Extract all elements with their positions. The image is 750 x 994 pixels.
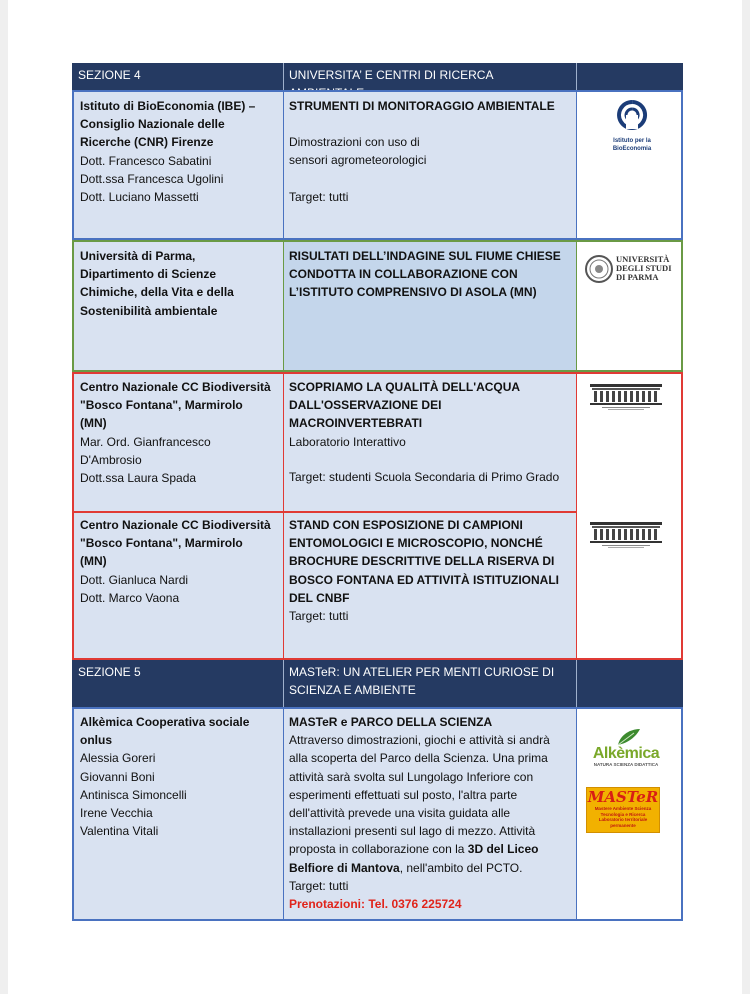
activity-target: Target: tutti xyxy=(289,878,349,893)
alkemica-logo: Alkèmica NATURA SCIENZA DIDATTICA xyxy=(590,727,662,771)
activity-title: STRUMENTI DI MONITORAGGIO AMBIENTALE xyxy=(289,99,555,113)
activity-cell xyxy=(283,513,576,628)
table-row xyxy=(72,90,683,240)
activity-cell xyxy=(283,94,576,209)
document-page xyxy=(8,0,742,994)
section-5-title: MASTeR: UN ATELIER PER MENTI CURIOSE DI SCIENZA E AMBIENTE xyxy=(289,665,555,698)
activity-target: Target: tutti xyxy=(289,609,349,624)
activity-description: Dimostrazioni con uso di sensori agrometeorologici xyxy=(289,135,427,168)
activity-title: STAND CON ESPOSIZIONE DI CAMPIONI ENTOMOLOGICI E MICROSCOPIO, NONCHÉ BROCHURE DESCRITTIVE DELLA RISERVA DI BOSCO FONTANA ED ATTIVITÀ ISTITUZIONALI DEL CNBF xyxy=(289,518,559,605)
activity-description: Laboratorio Interattivo xyxy=(289,434,406,449)
people-list: Dott. Francesco Sabatini Dott.ssa Francesca Ugolini Dott. Luciano Massetti xyxy=(80,153,224,205)
bosco-fontana-logo xyxy=(588,381,664,411)
section-4-label: SEZIONE 4 xyxy=(78,68,141,82)
universita-parma-logo: UNIVERSITÀ DEGLI STUDI DI PARMA xyxy=(584,254,676,284)
ibe-cnr-logo: Istituto per la BioEconomia xyxy=(602,98,662,153)
people-list: Dott. Gianluca Nardi Dott. Marco Vaona xyxy=(80,572,189,605)
master-logo: MASTeR Mastere Ambiente Scienza Tecnologia e Ricerca Laboratorio territoriale permanente xyxy=(586,787,660,833)
people-list: Mar. Ord. Gianfrancesco D'Ambrosio Dott.ssa Laura Spada xyxy=(80,434,211,486)
section-4-header xyxy=(72,63,683,90)
table-row-group xyxy=(72,372,683,660)
activity-cell xyxy=(283,710,576,916)
activity-title: RISULTATI DELL’INDAGINE SUL FIUME CHIESE CONDOTTA IN COLLABORAZIONE CON L’ISTITUTO COMPRENSIVO DI ASOLA (MN) xyxy=(289,249,561,300)
activity-title: SCOPRIAMO LA QUALITÀ DELL'ACQUA DALL'OSSERVAZIONE DEI MACROINVERTEBRATI xyxy=(289,380,521,431)
activity-cell xyxy=(283,375,576,489)
organization-cell xyxy=(74,94,283,209)
section-5-header xyxy=(72,660,683,707)
organization-cell xyxy=(74,513,283,610)
organization-name: Istituto di BioEconomia (IBE) – Consiglio Nazionale delle Ricerche (CNR) Firenze xyxy=(80,99,256,150)
section-4-title: UNIVERSITA’ E CENTRI DI RICERCA xyxy=(289,68,493,82)
organization-name: Alkèmica Cooperativa sociale onlus xyxy=(80,715,250,748)
table-row xyxy=(72,240,683,372)
activity-description: Attraverso dimostrazioni, giochi e attività si andrà alla scoperta del Parco della Scienza. Una prima attività sarà svolta sul Lungolago Inferiore con esperimenti effettuati sul posto, l'altra parte dell'attività prevede una visita guidata alle installazioni presenti sul lago di mezzo. Attività proposta in collaborazione con la 3D del Liceo Belfiore di Mantova, nell'ambito del PCTO. xyxy=(289,733,550,875)
organization-cell xyxy=(74,710,283,843)
booking-phone: Prenotazioni: Tel. 0376 225724 xyxy=(289,897,462,912)
bosco-fontana-logo xyxy=(588,519,664,549)
section-5-label: SEZIONE 5 xyxy=(78,665,141,679)
activity-target: Target: studenti Scuola Secondaria di Primo Grado xyxy=(289,469,560,484)
organization-name: Centro Nazionale CC Biodiversità "Bosco Fontana", Marmirolo (MN) xyxy=(80,518,271,569)
people-list: Alessia Goreri Giovanni Boni Antinisca Simoncelli Irene Vecchia Valentina Vitali xyxy=(80,751,187,839)
activity-title: MASTeR e PARCO DELLA SCIENZA xyxy=(289,715,493,729)
organization-name: Centro Nazionale CC Biodiversità "Bosco Fontana", Marmirolo (MN) xyxy=(80,380,271,431)
activity-target: Target: tutti xyxy=(289,189,349,204)
organization-name: Università di Parma, Dipartimento di Scienze Chimiche, della Vita e della Sostenibilità ambientale xyxy=(80,249,234,318)
table-row xyxy=(72,707,683,921)
organization-cell xyxy=(74,375,283,490)
